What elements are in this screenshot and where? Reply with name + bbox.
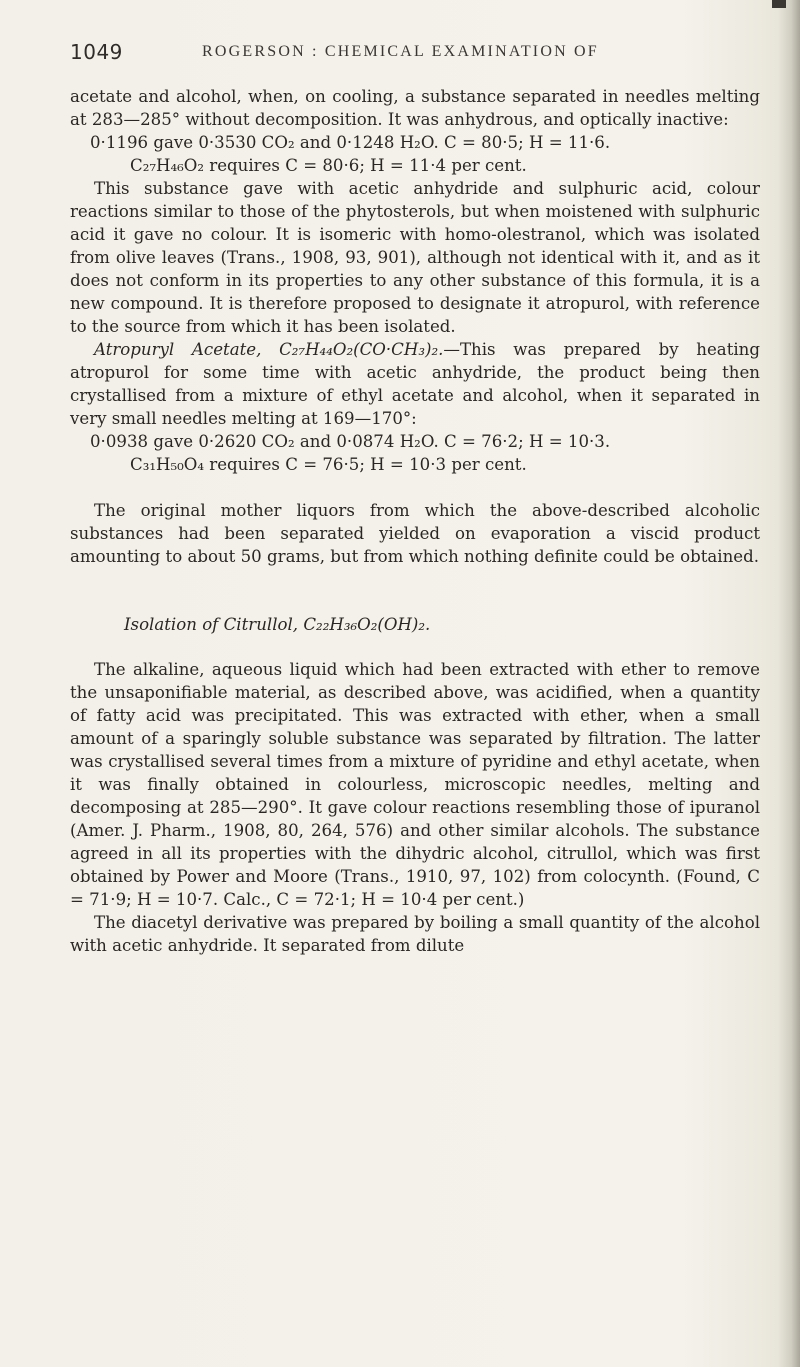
paragraph-1: acetate and alcohol, when, on cooling, a substance separated in needles melting at 283—285° without decomposition. It was anhydrous, and optically inactive: xyxy=(70,87,760,129)
page-number: 1049 xyxy=(70,40,123,64)
section-title-text: Isolation of Citrullol, C₂₂H₃₆O₂(OH)₂. xyxy=(124,615,431,634)
page-edge-shadow xyxy=(778,0,800,1367)
formula-requirement-line: C₃₁H₅₀O₄ requires C = 76·5; H = 10·3 per cent. xyxy=(130,455,527,474)
paragraph-3-text: —This was prepared by heating atropurol for some time with acetic anhydride, the product being then crystallised from a mixture of ethyl acetate and alcohol, when it separated in very small needles melting at 169—170°: xyxy=(70,340,760,428)
analysis-line: 0·1196 gave 0·3530 CO₂ and 0·1248 H₂O. C = 80·5; H = 11·6. xyxy=(90,133,611,152)
paragraph-5: The alkaline, aqueous liquid which had been extracted with ether to remove the unsaponifiable material, as described above, was acidified, when a quantity of fatty acid was precipitated. This was extracted with ether, when a small amount of a sparingly soluble substance was separated by filtration. The latter was crystallised several times from a mixture of pyridine and ethyl acetate, when it was finally obtained in colourless, microscopic needles, melting and decomposing at 285—290°. It gave colour reactions resembling those of ipuranol (Amer. J. Pharm., 1908, 80, 264, 576) and other similar alcohols. The substance agreed in all its properties with the dihydric alcohol, citrullol, which was first obtained by Power and Moore (Trans., 1910, 97, 102) from colocynth. (Found, C = 71·9; H = 10·7. Calc., C = 72·1; H = 10·4 per cent.) xyxy=(70,660,760,909)
paragraph-2: This substance gave with acetic anhydride and sulphuric acid, colour reactions similar to those of the phytosterols, but when moistened with sulphuric acid it gave no colour. It is isomeric with homo-olestranol, which was isolated from olive leaves (Trans., 1908, 93, 901), although not identical with it, and as it does not conform in its properties to any other substance of this formula, it is a new compound. It is therefore proposed to designate it atropurol, with reference to the source from which it has been isolated. xyxy=(70,179,760,336)
spacer xyxy=(70,568,760,591)
paragraph-4: The original mother liquors from which the above-described alcoholic substances had been separated yielded on evaporation a viscid product amounting to about 50 grams, but from which nothing definite could be obtained. xyxy=(70,501,760,566)
analysis-line: 0·0938 gave 0·2620 CO₂ and 0·0874 H₂O. C = 76·2; H = 10·3. xyxy=(90,432,611,451)
compound-heading: Atropuryl Acetate, C₂₇H₄₄O₂(CO·CH₃)₂. xyxy=(94,340,444,359)
article-body xyxy=(70,85,760,957)
page-header xyxy=(70,40,760,70)
section-title xyxy=(70,613,760,636)
spacer xyxy=(70,476,760,499)
spacer xyxy=(70,591,760,613)
paragraph-3 xyxy=(70,338,760,430)
corner-mark xyxy=(772,0,786,8)
running-head: ROGERSON : CHEMICAL EXAMINATION OF xyxy=(202,43,599,60)
spacer xyxy=(70,636,760,658)
paragraph-6: The diacetyl derivative was prepared by boiling a small quantity of the alcohol with acetic anhydride. It separated from dilute xyxy=(70,913,760,955)
formula-requirement-line: C₂₇H₄₆O₂ requires C = 80·6; H = 11·4 per cent. xyxy=(130,156,527,175)
